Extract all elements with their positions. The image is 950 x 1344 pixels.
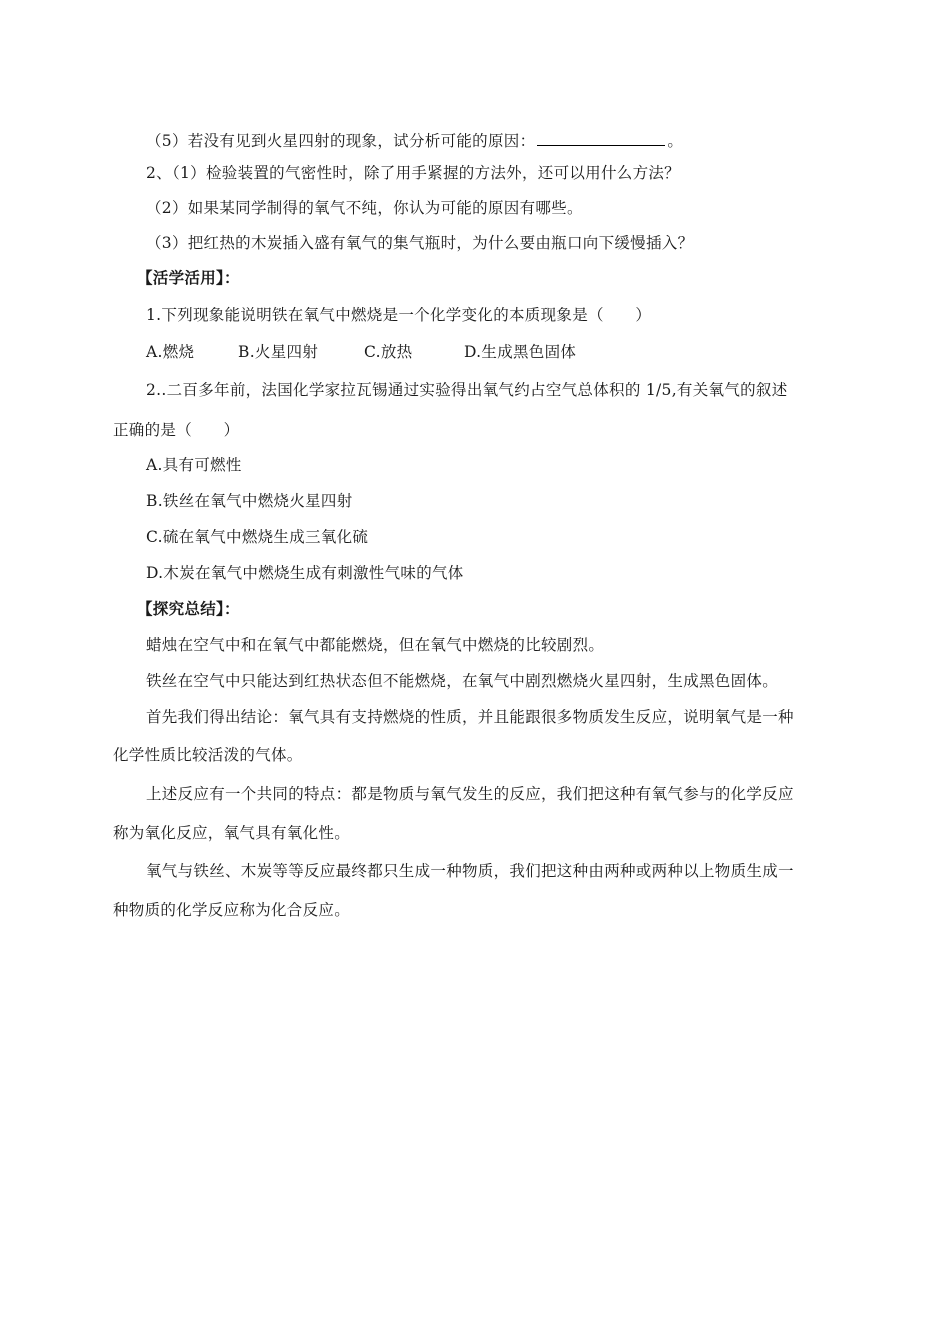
practice-q2-option-b: B.铁丝在氧气中燃烧火星四射 bbox=[146, 492, 353, 510]
summary-paragraph-5-line1: 氧气与铁丝、木炭等等反应最终都只生成一种物质，我们把这种由两种或两种以上物质生成一 bbox=[146, 862, 794, 880]
option-d: D.生成黑色固体 bbox=[464, 343, 577, 361]
option-b: B.火星四射 bbox=[238, 343, 319, 361]
question-2-1: 2、（1）检验装置的气密性时，除了用手紧握的方法外，还可以用什么方法？ bbox=[146, 164, 680, 182]
practice-q2-stem-line2: 正确的是（ ） bbox=[113, 421, 240, 439]
option-c: C.放热 bbox=[364, 343, 413, 361]
practice-q2-stem-line1: 2..二百多年前，法国化学家拉瓦锡通过实验得出氧气约占空气总体积的 1/5,有关氧气的叙述 bbox=[146, 381, 788, 399]
summary-heading: 【探究总结】： bbox=[137, 599, 240, 618]
question-5-period: 。 bbox=[667, 132, 684, 150]
summary-paragraph-2: 铁丝在空气中只能达到红热状态但不能燃烧，在氧气中剧烈燃烧火星四射，生成黑色固体。 bbox=[146, 672, 779, 690]
option-a: A.燃烧 bbox=[146, 343, 195, 361]
summary-paragraph-4-line2: 称为氧化反应，氧气具有氧化性。 bbox=[113, 824, 351, 842]
question-2-3: （3）把红热的木炭插入盛有氧气的集气瓶时，为什么要由瓶口向下缓慢插入？ bbox=[146, 234, 694, 252]
question-2-2: （2）如果某同学制得的氧气不纯，你认为可能的原因有哪些。 bbox=[146, 199, 583, 217]
summary-paragraph-4-line1: 上述反应有一个共同的特点：都是物质与氧气发生的反应，我们把这种有氧气参与的化学反应 bbox=[146, 785, 794, 803]
summary-paragraph-3-line1: 首先我们得出结论：氧气具有支持燃烧的性质，并且能跟很多物质发生反应，说明氧气是一种 bbox=[146, 708, 794, 726]
summary-paragraph-3-line2: 化学性质比较活泼的气体。 bbox=[113, 746, 303, 764]
practice-q2-option-d: D.木炭在氧气中燃烧生成有刺激性气味的气体 bbox=[146, 564, 464, 582]
practice-q2-option-c: C.硫在氧气中燃烧生成三氧化硫 bbox=[146, 528, 369, 546]
practice-heading: 【活学活用】： bbox=[137, 268, 240, 287]
answer-blank[interactable] bbox=[537, 130, 665, 146]
summary-paragraph-1: 蜡烛在空气中和在氧气中都能燃烧，但在氧气中燃烧的比较剧烈。 bbox=[146, 636, 605, 654]
practice-q1-options bbox=[146, 342, 576, 362]
summary-paragraph-5-line2: 种物质的化学反应称为化合反应。 bbox=[113, 901, 351, 919]
question-5 bbox=[146, 130, 683, 151]
question-5-text: （5）若没有见到火星四射的现象，试分析可能的原因： bbox=[146, 132, 536, 150]
practice-q2-option-a: A.具有可燃性 bbox=[146, 456, 242, 474]
practice-q1-stem: 1.下列现象能说明铁在氧气中燃烧是一个化学变化的本质现象是（ ） bbox=[146, 306, 652, 324]
